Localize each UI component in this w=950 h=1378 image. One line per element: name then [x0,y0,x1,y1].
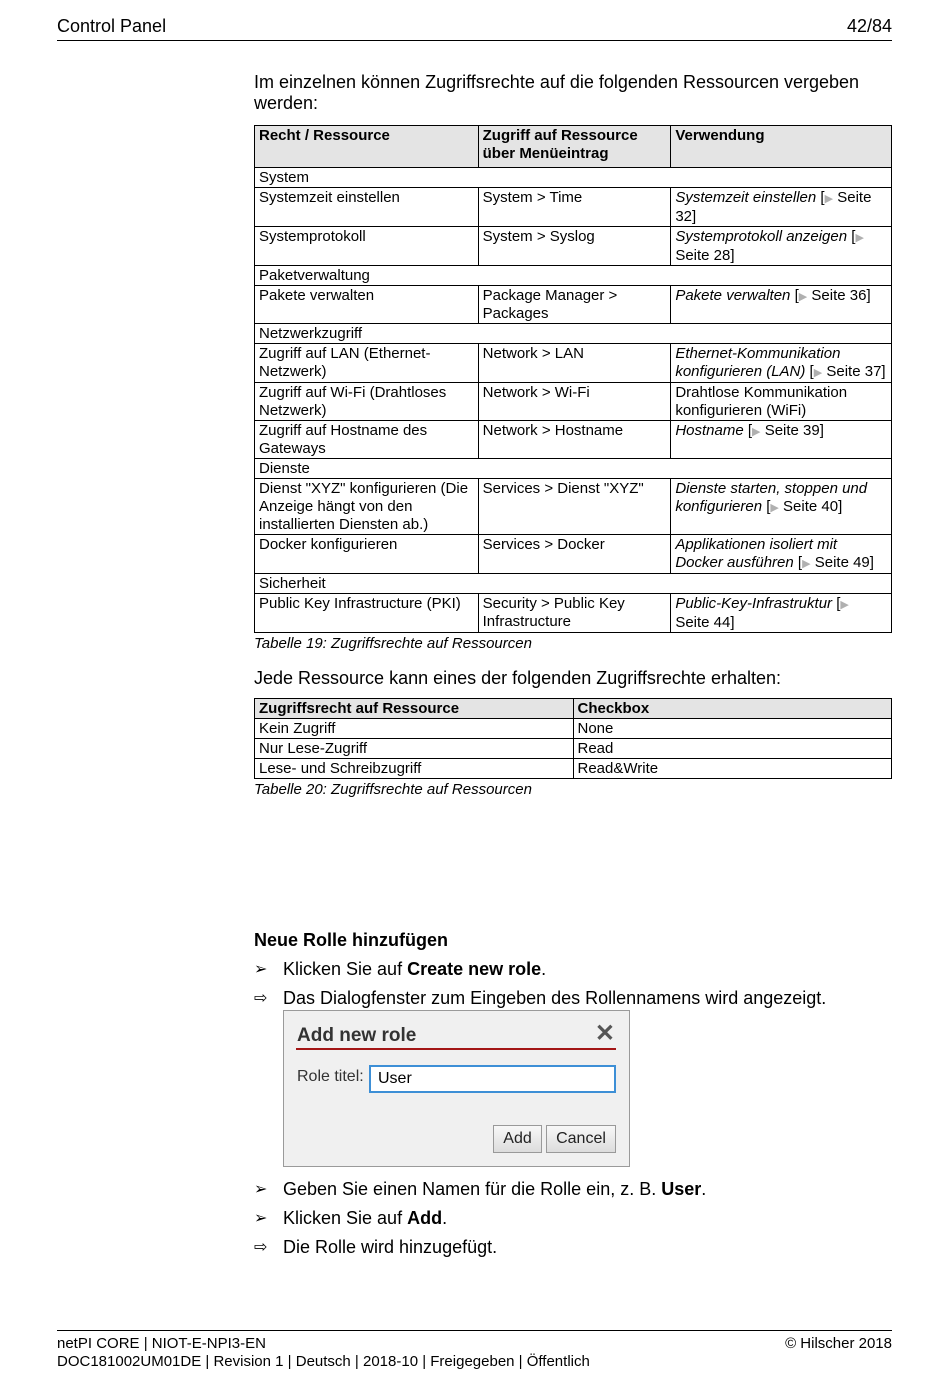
section-steps-continued [254,1179,892,1258]
page-ref-text: Seite 28 [675,247,731,264]
step-keyword: Add [407,1208,443,1228]
page-ref-text: Seite 44 [675,614,731,631]
header-title: Control Panel [57,16,167,36]
result-arrow-icon: ⇨ [254,990,268,1007]
resource-cell: Zugriff auf Wi-Fi (Drahtloses Netzwerk) [255,383,479,421]
step-text: Klicken Sie auf [283,959,408,979]
usage-cell [671,383,892,421]
result-step [254,1237,892,1258]
usage-text[interactable]: Ethernet-Kommunikation konfigurieren (LAN) [675,345,841,380]
table-cell: Read&Write [573,759,892,779]
arrow-bullet-icon: ➢ [254,1210,268,1227]
link-arrow-icon: ▶ [855,232,864,244]
page-number: 42/84 [846,16,892,36]
table-row [255,739,892,759]
usage-text[interactable]: Dienste starten, stoppen und konfigurieren [675,480,868,515]
table-caption: Tabelle 20: Zugriffsrechte auf Ressourcen [254,781,532,798]
step-text-end: . [541,959,547,979]
page-reference[interactable]: [▶ Seite 49] [793,554,874,571]
table-row [255,421,892,459]
resource-cell: Docker konfigurieren [255,535,479,574]
result-arrow-icon: ⇨ [254,1239,268,1256]
menu-entry-cell: Security > Public Key Infrastructure [478,594,671,633]
access-level-table [254,698,892,779]
instruction-step [254,1208,892,1229]
page-ref-text: Seite 40 [783,498,839,515]
group-label: Netzwerkzugriff [255,324,892,344]
page-reference[interactable]: [▶ Seite 28] [675,228,864,264]
usage-text[interactable]: Pakete verwalten [675,287,791,304]
table-cell: Nur Lese-Zugriff [255,739,574,759]
usage-text[interactable]: Hostname [675,422,744,439]
section-new-role [254,930,892,1009]
intro-paragraph: Im einzelnen können Zugriffsrechte auf die folgenden Ressourcen vergeben werden: [254,72,860,113]
column-header: Zugriffsrecht auf Ressource [255,699,574,719]
usage-cell [671,535,892,574]
link-arrow-icon: ▶ [840,599,849,611]
link-arrow-icon: ▶ [802,558,811,570]
usage-cell [671,286,892,324]
usage-cell [671,227,892,266]
instruction-step [254,1179,892,1200]
table-row [255,344,892,383]
page-reference[interactable]: [▶ Seite 32] [675,189,872,225]
add-button[interactable]: Add [493,1125,542,1153]
link-arrow-icon: ▶ [824,193,834,205]
table-group-row [255,266,892,286]
resource-cell: Pakete verwalten [255,286,479,324]
table-header-row [255,699,892,719]
table-row [255,188,892,227]
menu-entry-cell: Package Manager > Packages [478,286,671,324]
resource-cell: Zugriff auf LAN (Ethernet-Netzwerk) [255,344,479,383]
resource-cell: Systemprotokoll [255,227,479,266]
menu-entry-cell: System > Time [478,188,671,227]
usage-text[interactable]: Public-Key-Infrastruktur [675,595,833,612]
page-footer [57,1330,892,1371]
footer-product: netPI CORE | NIOT-E-NPI3-EN [57,1335,266,1352]
resource-cell: Dienst "XYZ" konfigurieren (Die Anzeige hängt von den installierten Diensten ab.) [255,479,479,535]
usage-text[interactable]: Systemzeit einstellen [675,189,817,206]
table-caption: Tabelle 19: Zugriffsrechte auf Ressourcen [254,635,532,652]
column-header: Recht / Ressource [255,126,479,168]
table-row [255,286,892,324]
menu-entry-cell: Services > Dienst "XYZ" [478,479,671,535]
add-role-dialog-screenshot [283,1010,630,1167]
page-ref-text: Seite 49 [814,554,870,571]
step-text-end: . [701,1179,707,1199]
link-arrow-icon: ▶ [798,291,808,303]
group-label: Paketverwaltung [255,266,892,286]
usage-text: Drahtlose Kommunikation konfigurieren (WiFi) [675,384,848,419]
column-header: Checkbox [573,699,892,719]
step-text: Geben Sie einen Namen für die Rolle ein, z. B. [283,1179,662,1199]
table-header-row [255,126,892,168]
column-header: Zugriff auf Ressource über Menüeintrag [478,126,671,168]
role-title-label: Role titel: [297,1068,364,1085]
group-label: Sicherheit [255,574,892,594]
page-reference[interactable]: [▶ Seite 39] [743,422,824,439]
table-group-row [255,459,892,479]
usage-cell [671,479,892,535]
usage-text[interactable]: Systemprotokoll anzeigen [675,228,848,245]
footer-document-info: DOC181002UM01DE | Revision 1 | Deutsch | 2018-10 | Freigegeben | Öffentlich [57,1353,590,1370]
usage-cell [671,594,892,633]
dialog-title: Add new role [297,1025,417,1046]
main-content [254,72,892,798]
usage-cell [671,344,892,383]
arrow-bullet-icon: ➢ [254,1181,268,1198]
usage-cell [671,188,892,227]
table-row [255,759,892,779]
cancel-button[interactable]: Cancel [546,1125,616,1153]
page-ref-text: Seite 32 [675,189,872,225]
table-group-row [255,324,892,344]
menu-entry-cell: Network > LAN [478,344,671,383]
table-cell: Kein Zugriff [255,719,574,739]
table-row [255,479,892,535]
step-text: Klicken Sie auf [283,1208,408,1228]
result-step [254,988,892,1009]
result-text: Das Dialogfenster zum Eingeben des Rollennamens wird angezeigt. [283,988,827,1008]
step-keyword: User [661,1179,702,1199]
menu-entry-cell: System > Syslog [478,227,671,266]
link-arrow-icon: ▶ [752,426,761,438]
column-header: Verwendung [671,126,892,168]
link-arrow-icon: ▶ [813,367,823,379]
result-text: Die Rolle wird hinzugefügt. [283,1237,498,1257]
table-row [255,719,892,739]
table-group-row [255,574,892,594]
footer-copyright: © Hilscher 2018 [785,1335,892,1352]
role-title-input[interactable] [369,1065,616,1093]
step-text-end: . [442,1208,448,1228]
group-label: Dienste [255,459,892,479]
usage-text[interactable]: Applikationen isoliert mit Docker ausführen [675,536,838,571]
table-row [255,227,892,266]
table-row [255,594,892,633]
table-cell: Lese- und Schreibzugriff [255,759,574,779]
paragraph: Jede Ressource kann eines der folgenden Zugriffsrechte erhalten: [254,668,781,688]
link-arrow-icon: ▶ [770,502,779,514]
page-ref-text: Seite 36 [811,287,867,304]
step-keyword: Create new role [407,959,542,979]
menu-entry-cell: Network > Hostname [478,421,671,459]
resource-cell: Public Key Infrastructure (PKI) [255,594,479,633]
menu-entry-cell: Services > Docker [478,535,671,574]
table-cell: None [573,719,892,739]
page-reference[interactable]: [▶ Seite 36] [790,287,871,304]
instruction-step [254,959,892,980]
arrow-bullet-icon: ➢ [254,961,268,978]
resource-cell: Zugriff auf Hostname des Gateways [255,421,479,459]
access-rights-table [254,125,892,633]
page-ref-text: Seite 37 [826,363,882,380]
menu-entry-cell: Network > Wi-Fi [478,383,671,421]
usage-cell [671,421,892,459]
dialog-title-underline [296,1048,616,1050]
group-label: System [255,168,892,188]
page-reference[interactable]: [▶ Seite 44] [675,595,849,631]
page-header [57,16,892,41]
resource-cell: Systemzeit einstellen [255,188,479,227]
table-row [255,535,892,574]
page-reference[interactable]: [▶ Seite 37] [805,363,886,380]
table-row [255,383,892,421]
close-icon[interactable]: ✕ [594,1020,615,1047]
table-cell: Read [573,739,892,759]
section-title: Neue Rolle hinzufügen [254,930,449,950]
page-ref-text: Seite 39 [764,422,820,439]
table-group-row [255,168,892,188]
page-reference[interactable]: [▶ Seite 40] [762,498,843,515]
